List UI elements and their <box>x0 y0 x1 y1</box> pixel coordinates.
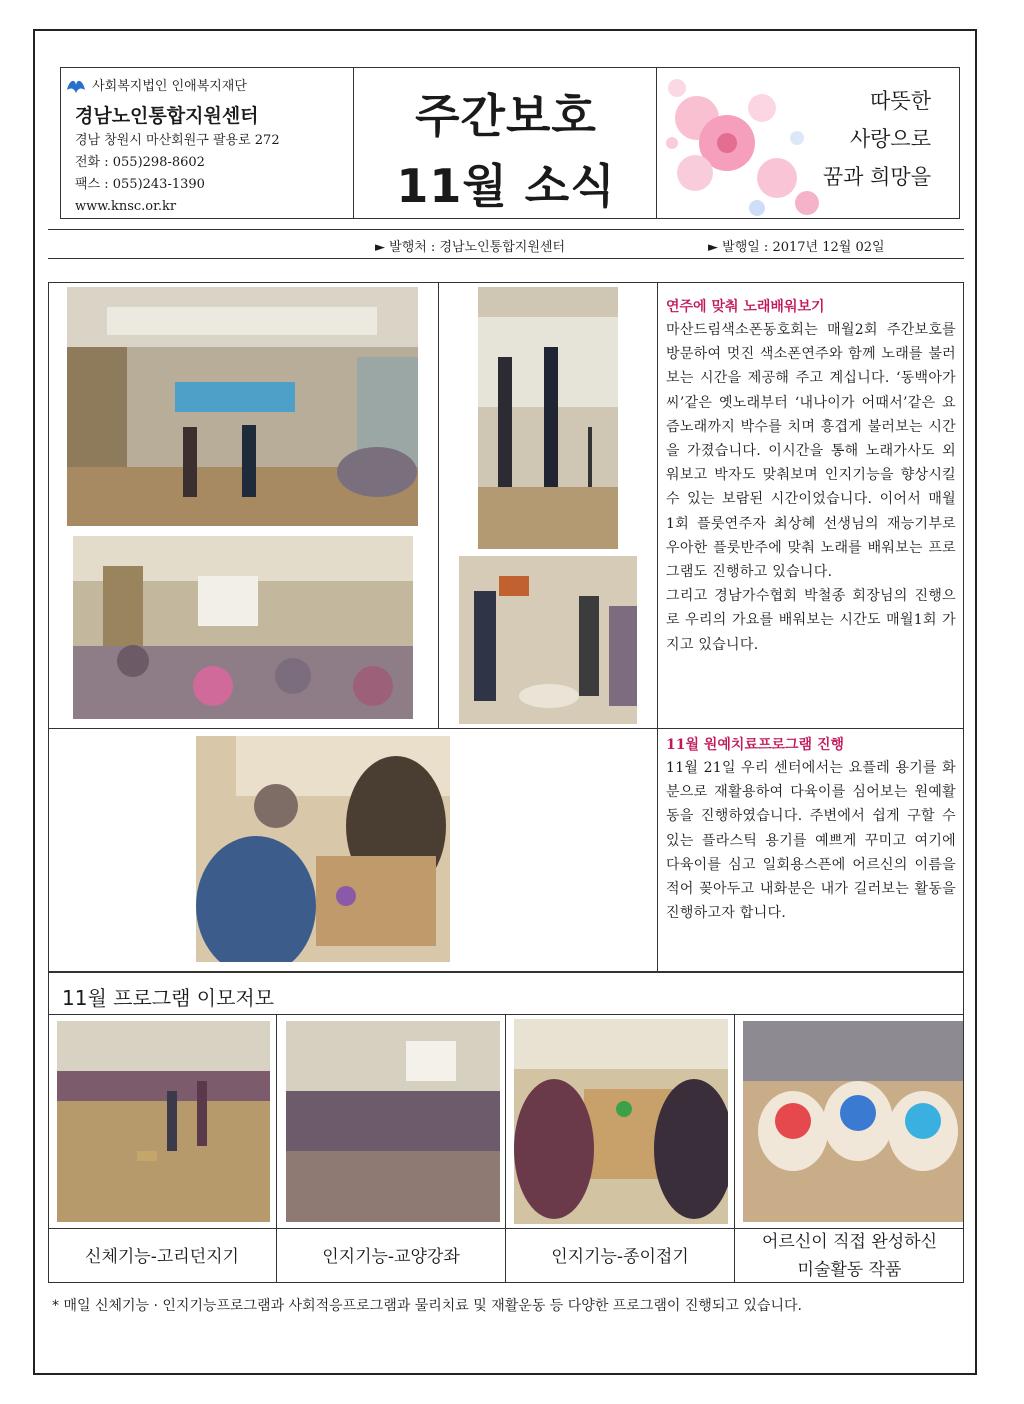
center-address: 경남 창원시 마산회원구 팔용로 272 <box>75 133 280 148</box>
slogan-line-3: 꿈과 희망을 <box>822 165 931 189</box>
header-slogan-box <box>656 67 960 219</box>
flower-decoration-icon <box>657 68 832 219</box>
slogan-line-1: 따뜻한 <box>870 89 931 113</box>
article-music-title: 연주에 맞춰 노래배워보기 <box>666 299 825 315</box>
center-fax: 팩스 : 055)243-1390 <box>75 177 205 192</box>
slogan-line-2: 사랑으로 <box>849 127 931 151</box>
caption-art-works <box>735 1228 964 1284</box>
photo-paper-folding <box>514 1019 728 1224</box>
article-music <box>666 296 956 657</box>
caption-ring-toss: 신체기능-고리던지기 <box>85 1247 239 1267</box>
photo-saxophone-hall <box>67 287 418 526</box>
header-title-box <box>353 67 657 219</box>
photo-lecture <box>286 1021 500 1222</box>
publisher-info: ► 발행처 : 경남노인통합지원센터 <box>375 240 566 255</box>
article-gardening-body: 11월 21일 우리 센터에서는 요플레 용기를 화분으로 재활용하여 다육이를 심어보는 원예활동을 진행하였습니다. 주변에서 쉽게 구할 수 있는 플라스틱 용기를 예쁘게 꾸미고 여기에 다육이를 심고 일회용스픈에 어르신의 이름을 적어 꽂아두고 내화분은 내가 길러보는 활동을 진행하고자 합니다. <box>666 760 956 922</box>
caption-art-works-line-1: 어르신이 직접 완성하신 <box>761 1232 938 1252</box>
programs-section-title: 11월 프로그램 이모저모 <box>62 986 275 1010</box>
header-divider-bottom <box>48 258 964 259</box>
center-website[interactable]: www.knsc.or.kr <box>75 199 177 214</box>
center-name: 경남노인통합지원센터 <box>75 105 259 127</box>
article-music-body-2: 그리고 경남가수협회 박철종 회장님의 진행으로 우리의 가요를 배워보는 시간도 매월1회 가지고 있습니다. <box>666 588 956 653</box>
center-phone: 전화 : 055)298-8602 <box>75 155 205 170</box>
org-logo-line <box>65 74 247 94</box>
caption-lecture: 인지기능-교양강좌 <box>322 1247 460 1267</box>
article-music-body: 마산드림색소폰동호회는 매월2회 주간보호를 방문하여 멋진 색소폰연주와 함께 노래를 불러보는 시간을 제공해 주고 계십니다. ‘동백아가씨’같은 옛노래부터 ‘내나이가 어때서’같은 요즘노래까지 박수를 치며 흥겹게 불러보는 시간을 가졌습니다. 이시간을 통해 노래가사도 외워보고 박자도 맞춰보며 인지기능을 향상시킬 수 있는 보람된 시간이었습니다. 이어서 매월 1회 플룻연주자 최상혜 선생님의 재능기부로 우아한 플룻반주에 맞춰 노래를 배워보는 프로그램도 진행하고 있습니다. <box>666 322 956 581</box>
footer-note: * 매일 신체기능 · 인지기능프로그램과 사회적응프로그램과 물리치료 및 재활운동 등 다양한 프로그램이 진행되고 있습니다. <box>52 1298 802 1314</box>
photo-singing-leader <box>459 556 637 724</box>
photo-ring-toss <box>57 1021 270 1222</box>
article-gardening-title: 11월 원예치료프로그램 진행 <box>666 737 844 753</box>
photo-saxophone-duo <box>478 287 618 549</box>
photo-art-works <box>743 1021 963 1222</box>
newsletter-title: 주간보호 <box>415 89 597 143</box>
article-gardening <box>666 734 956 925</box>
publish-date: ► 발행일 : 2017년 12월 02일 <box>708 240 885 255</box>
photo-flute-audience <box>73 536 413 719</box>
foundation-logo-icon <box>65 76 87 94</box>
caption-paper-folding: 인지기능-종이접기 <box>551 1247 689 1267</box>
grid-hline <box>48 728 964 729</box>
grid-vline-right <box>657 282 658 972</box>
header-divider-top <box>48 229 964 230</box>
photo-gardening-activity <box>196 736 450 962</box>
newsletter-subtitle: 11월 소식 <box>396 159 616 213</box>
programs-title-divider <box>48 1014 964 1015</box>
header-contact-box <box>60 67 354 219</box>
grid-vline-mid <box>438 282 439 728</box>
caption-art-works-line-2: 미술활동 작품 <box>797 1260 902 1280</box>
foundation-name: 사회복지법인 인애복지재단 <box>92 79 247 94</box>
